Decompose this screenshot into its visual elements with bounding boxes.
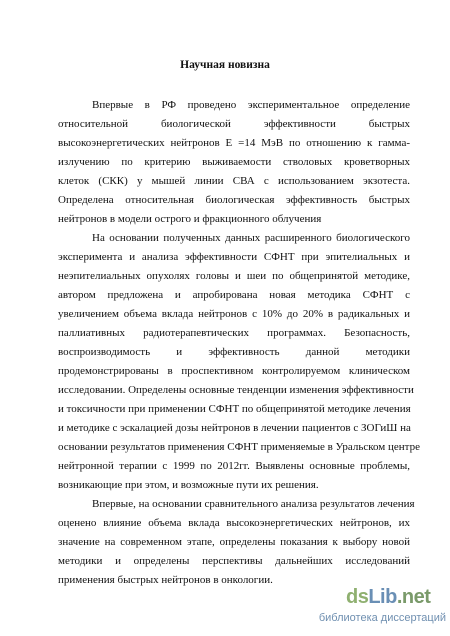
watermark xyxy=(318,586,446,632)
text-line: На основании полученных данных расширенного биологического xyxy=(92,232,410,244)
text-line: паллиативных радиотерапевтических программах. Безопасность, xyxy=(58,327,410,339)
text-line: высокоэнергетических нейтронов Е =14 МэВ по отношению к гамма- xyxy=(58,137,410,149)
text-line: увеличением объема вклада нейтронов с 10% до 20% в радикальных и xyxy=(58,308,410,320)
text-line: Определена относительная биологическая эффективность быстрых xyxy=(58,194,410,206)
text-line: эксперимента и анализа эффективности СФНТ при эпителиальных и xyxy=(58,251,410,263)
text-line: воспроизводимость и эффективность данной методики xyxy=(58,346,410,358)
text-line: Впервые в РФ проведено экспериментальное определение xyxy=(92,99,410,111)
text-line: основании результатов применения СФНТ применяемые в Уральском центре xyxy=(58,441,421,453)
text-line: нейтронов в модели острого и фракционного облучения xyxy=(58,213,322,225)
text-line: нейтронной терапии с 1999 по 2012гг. Выявлены основные проблемы, xyxy=(58,460,410,472)
text-line: применения быстрых нейтронов в онкологии. xyxy=(58,574,273,586)
watermark-logo: dsLib.net xyxy=(346,586,431,608)
text-line: методики и определены перспективы дальнейших исследований xyxy=(58,555,410,567)
text-line: Впервые, на основании сравнительного анализа результатов лечения xyxy=(92,498,415,510)
text-line: и токсичности при применении СФНТ по общепринятой методике лечения xyxy=(58,403,411,415)
text-line: и методике с эскалацией дозы нейтронов в лечении пациентов с ЗОГиШ на xyxy=(58,422,411,434)
text-line: возникающие при этом, и возможные пути их решения. xyxy=(58,479,319,491)
text-line: автором предложена и апробирована новая методика СФНТ с xyxy=(58,289,410,301)
watermark-subtitle: библиотека диссертаций xyxy=(318,612,446,624)
text-line: исследовании. Определены основные тенденции изменения эффективности xyxy=(58,384,414,396)
text-line: клеток (СКК) у мышей линии СВА с использованием экзотеста. xyxy=(58,175,410,187)
text-line: неэпителиальных опухолях головы и шеи по общепринятой методике, xyxy=(58,270,410,282)
text-line: относительной биологической эффективности быстрых xyxy=(58,118,410,130)
text-line: оценено влияние объема вклада высокоэнергетических нейтронов, их xyxy=(58,517,410,529)
text-line: излучению по критерию выживаемости стволовых кроветворных xyxy=(58,156,410,168)
section-title: Научная новизна xyxy=(180,59,270,71)
text-line: значение на современном этапе, определены показания к выбору новой xyxy=(58,536,410,548)
text-line: продемонстрированы в проспективном контролируемом клиническом xyxy=(58,365,410,377)
